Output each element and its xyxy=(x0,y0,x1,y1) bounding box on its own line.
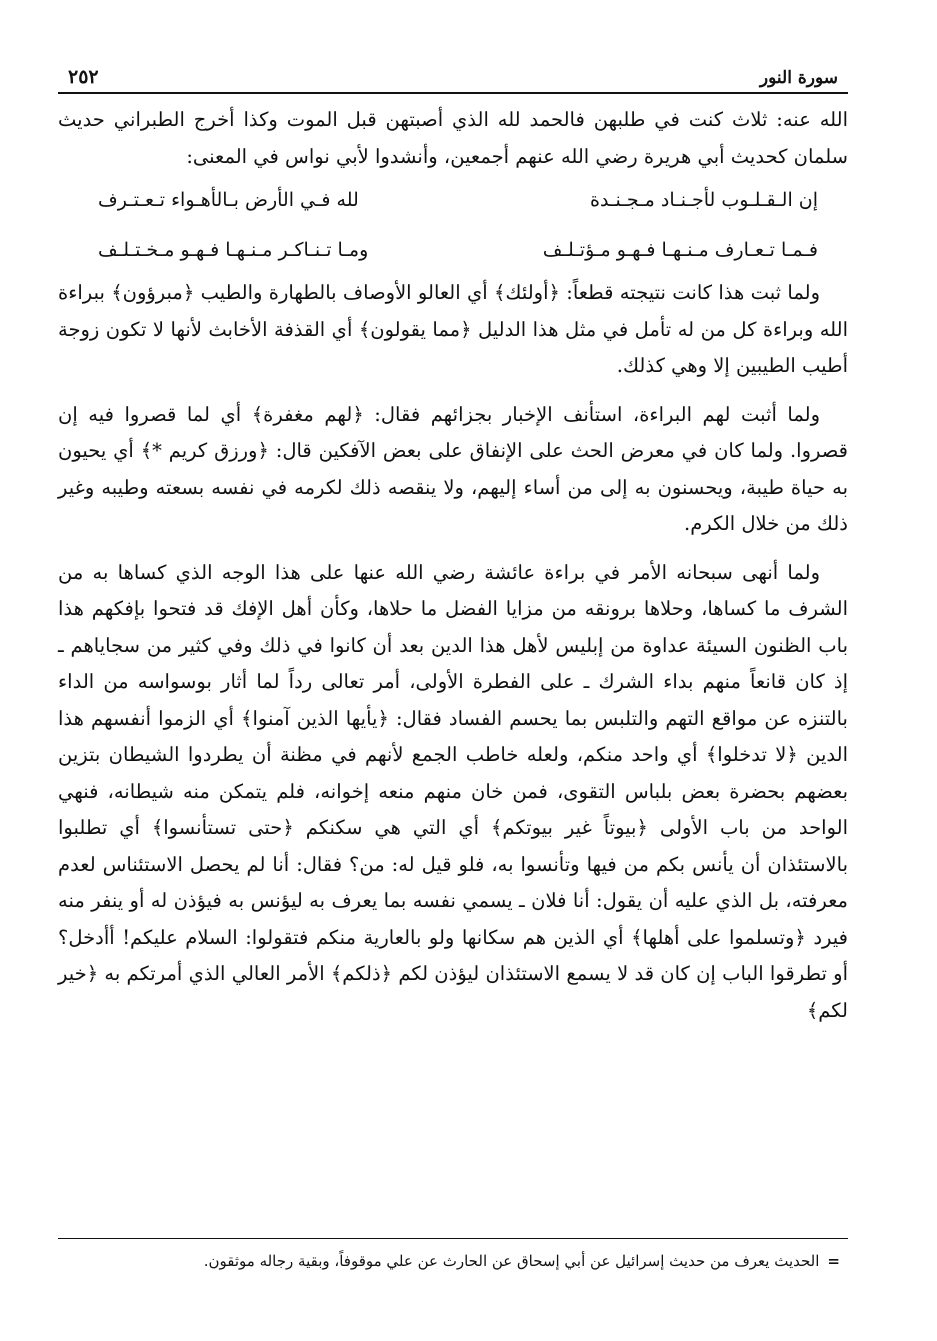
paragraph-1: الله عنه: ثلاث كنت في طلبهن فالحمد لله الذي أصبتهن قبل الموت وكذا أخرج الطبراني حديث سلمان كحديث أبي هريرة رضي الله عنهم أجمعين، وأنشدوا لأبي نواس في المعنى: xyxy=(58,108,848,168)
poem-hemistich-2b: ومـا تـنـاكـر مـنـهـا فـهـو مـخـتـلـف xyxy=(98,239,369,261)
footnote-divider xyxy=(58,1238,848,1239)
surah-title: سورة النور xyxy=(759,68,838,88)
footnote xyxy=(58,1246,848,1276)
body-text xyxy=(58,102,848,1029)
poem-hemistich-2a: فـمـا تـعـارف مـنـهـا فـهـو مـؤتـلـف xyxy=(542,239,818,261)
poem-line-2 xyxy=(58,225,848,275)
footnote-text: الحديث يعرف من حديث إسرائيل عن أبي إسحاق عن الحارث عن علي موقوفاً، وبقية رجاله موثقون. xyxy=(203,1252,820,1270)
paragraph-2: ولما ثبت هذا كانت نتيجته قطعاً: ﴿أولئك﴾ أي العالو الأوصاف بالطهارة والطيب ﴿مبرؤون﴾ ببراءة الله وبراءة كل من له تأمل في مثل هذا الدليل ﴿مما يقولون﴾ أي القذفة الأخابث لأنها لا تكون زوجة أطيب الطيبين إلا وهي كذلك. xyxy=(58,281,848,377)
book-page xyxy=(58,52,848,1312)
paragraph-3: ولما أثبت لهم البراءة، استأنف الإخبار بجزائهم فقال: ﴿لهم مغفرة﴾ أي لما قصروا فيه إن قصروا. ولما كان في معرض الحث على الإنفاق على بعض الآفكين قال: ﴿ورزق كريم *﴾ أي يحيون به حياة طيبة، ويحسنون به إلى من أساء إليهم، ولا ينقصه ذلك لكرمه في نفسه بسعته وطيبه وغير ذلك من خلال الكرم. xyxy=(58,402,848,535)
page-number: ٢٥٢ xyxy=(68,66,99,88)
page-header xyxy=(58,52,848,94)
poem-hemistich-1b: لله فـي الأرض بـالأهـواء تـعـتـرف xyxy=(98,189,359,211)
poem-hemistich-1a: إن الـقـلـوب لأجـنـاد مـجـنـدة xyxy=(590,189,818,211)
poem-line-1 xyxy=(58,175,848,225)
paragraph-4: ولما أنهى سبحانه الأمر في براءة عائشة رضي الله عنها على هذا الوجه الذي كساها به من الشرف ما كساها، وحلاها برونقه من مزايا الفضل ما حلاها، وكأن أهل الإفك قد فتحوا بإفكهم هذا باب الظنون السيئة عداوة من إبليس لأهل هذا الدين بعد أن كانوا في ذلك وفي كثير من سجاياهم ـ إذ كان قانعاً منهم بداء الشرك ـ على الفطرة الأولى، أمر تعالى رداً لما أثار بوسواسه من الداء بالتنزه عن مواقع التهم والتلبس بما يحسم الفساد فقال: ﴿يأيها الذين آمنوا﴾ أي الزموا أنفسهم هذا الدين ﴿لا تدخلوا﴾ أي واحد منكم، ولعله خاطب الجمع لأنهم في مظنة أن يطردوا الشيطان بتزين بعضهم بحضرة بعض بلباس التقوى، فمن خان منهم منعه إخوانه، فلم يتمكن منه شيطانه، فنهي الواحد من باب الأولى ﴿بيوتاً غير بيوتكم﴾ أي التي هي سكنكم ﴿حتى تستأنسوا﴾ أي تطلبوا بالاستئذان أن يأنس بكم من فيها وتأنسوا به، فلو قيل له: من؟ فقال: أنا لم يحصل الاستئناس لعدم معرفته، بل الذي عليه أن يقول: أنا فلان ـ يسمي نفسه بما يعرف به ليؤنس به فيؤذن له أو ينفر منه فيرد ﴿وتسلموا على أهلها﴾ أي الذين هم سكانها ولو بالعارية منكم فتقولوا: السلام عليكم! أأدخل؟ أو تطرقوا الباب إن كان قد لا يسمع الاستئذان ليؤذن لكم ﴿ذلكم﴾ الأمر العالي الذي أمرتكم به ﴿خير لكم﴾ xyxy=(58,560,848,1022)
footnote-marker: = xyxy=(827,1252,840,1270)
